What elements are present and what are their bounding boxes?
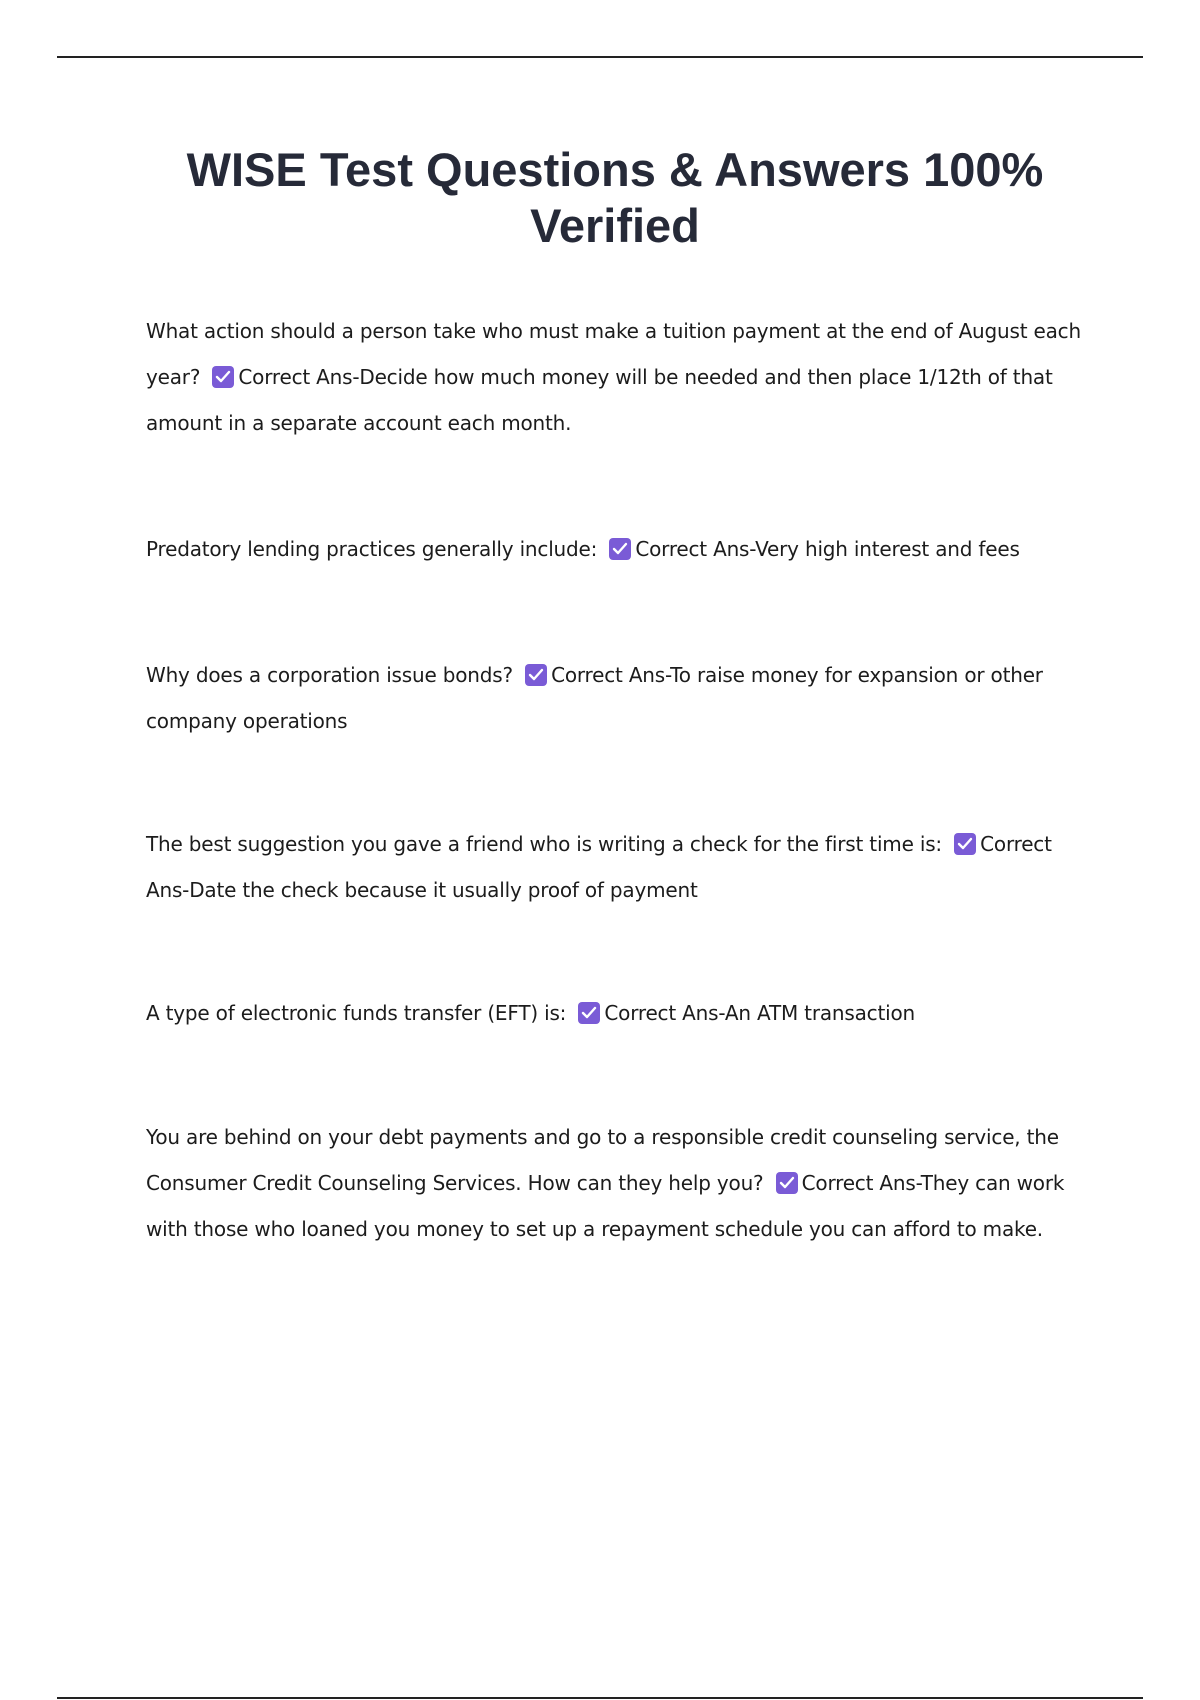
question-text: You are behind on your debt payments and go to a responsible credit counseling service, the Consumer Credit Counseling Services. How can they help you? [146, 1125, 1059, 1195]
bottom-rule [57, 1697, 1143, 1699]
page-title: WISE Test Questions & Answers 100% Verified [186, 143, 1044, 252]
qa-item [146, 990, 1096, 1036]
check-box-icon [578, 1002, 600, 1024]
question-text: The best suggestion you gave a friend who is writing a check for the first time is: [146, 832, 942, 856]
qa-item [146, 526, 1096, 572]
qa-item [146, 821, 1096, 913]
answer-text: Correct Ans-Very high interest and fees [635, 537, 1020, 561]
question-text: A type of electronic funds transfer (EFT) is: [146, 1001, 567, 1025]
check-box-icon [776, 1172, 798, 1194]
question-text: Why does a corporation issue bonds? [146, 663, 513, 687]
check-box-icon [525, 664, 547, 686]
answer-text: Correct Ans-Date the check because it usually proof of payment [146, 832, 1052, 902]
qa-item [146, 308, 1096, 446]
answer-text: Correct Ans-An ATM transaction [604, 1001, 915, 1025]
qa-item [146, 1114, 1096, 1252]
top-rule [57, 56, 1143, 58]
question-text: Predatory lending practices generally include: [146, 537, 598, 561]
answer-text: Correct Ans-Decide how much money will be needed and then place 1/12th of that amount in a separate account each month. [146, 365, 1053, 435]
check-box-icon [954, 833, 976, 855]
answer-text: Correct Ans-To raise money for expansion or other company operations [146, 663, 1043, 733]
question-text: What action should a person take who must make a tuition payment at the end of August each year? [146, 319, 1081, 389]
answer-text: Correct Ans-They can work with those who loaned you money to set up a repayment schedule you can afford to make. [146, 1171, 1065, 1241]
check-box-icon [609, 538, 631, 560]
check-box-icon [212, 366, 234, 388]
qa-item [146, 652, 1096, 744]
